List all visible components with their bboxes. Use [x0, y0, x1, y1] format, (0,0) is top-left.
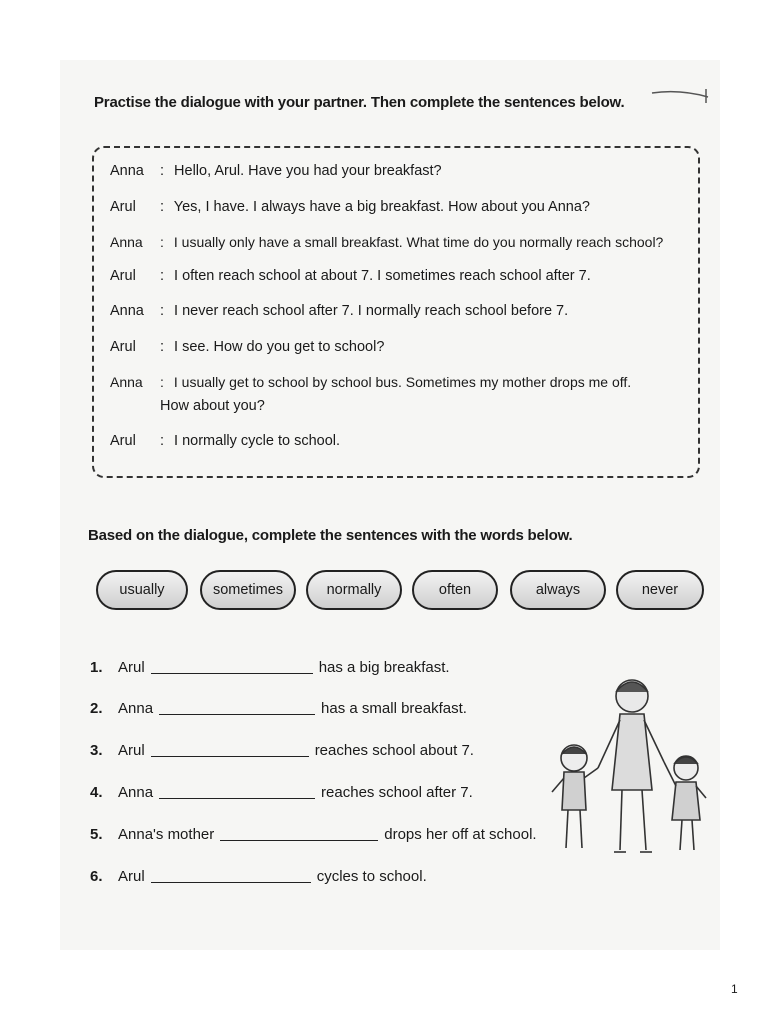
speaker-name: Anna	[110, 303, 144, 319]
question-subject: Arul	[118, 659, 145, 676]
question-number: 4.	[90, 784, 103, 801]
question-number: 5.	[90, 826, 103, 843]
question-number: 6.	[90, 868, 103, 885]
question-subject: Arul	[118, 868, 145, 885]
speaker-name: Anna	[110, 234, 143, 250]
question-item	[90, 868, 427, 885]
question-item	[90, 659, 450, 676]
answer-blank[interactable]	[159, 784, 315, 799]
dialogue-line: Arul : I see. How do you get to school?	[110, 339, 385, 355]
word-usually: usually	[96, 570, 188, 610]
question-rest: reaches school after 7.	[321, 784, 473, 801]
question-rest: drops her off at school.	[384, 826, 537, 843]
answer-blank[interactable]	[151, 868, 311, 883]
dialogue-text: I never reach school after 7. I normally reach school before 7.	[174, 303, 569, 319]
dialogue-line: Arul : Yes, I have. I always have a big breakfast. How about you Anna?	[110, 199, 590, 215]
speaker-name: Arul	[110, 268, 136, 284]
dialogue-line: Arul : I normally cycle to school.	[110, 433, 341, 449]
instruction-practise: Practise the dialogue with your partner. Then complete the sentences below.	[94, 94, 625, 111]
answer-blank[interactable]	[220, 826, 378, 841]
question-rest: has a big breakfast.	[318, 659, 450, 676]
question-number: 3.	[90, 742, 103, 759]
answer-blank[interactable]	[151, 742, 309, 757]
word-sometimes: sometimes	[200, 570, 296, 610]
question-item	[90, 700, 467, 717]
dialogue-text: Hello, Arul. Have you had your breakfast?	[174, 163, 442, 179]
word-normally: normally	[306, 570, 402, 610]
answer-blank[interactable]	[151, 659, 313, 674]
mother-and-children-illustration	[540, 670, 720, 870]
question-item	[90, 742, 474, 759]
word-never: never	[616, 570, 704, 610]
dialogue-line: Anna : I usually only have a small breakfast. What time do you normally reach school?	[110, 234, 664, 250]
speaker-name: Anna	[110, 163, 144, 179]
word-bank	[96, 570, 706, 614]
dialogue-line: Anna : I never reach school after 7. I normally reach school before 7.	[110, 303, 569, 319]
speaker-name: Arul	[110, 339, 136, 355]
speaker-name: Arul	[110, 199, 136, 215]
question-item	[90, 784, 473, 801]
question-rest: reaches school about 7.	[314, 742, 474, 759]
dialogue-line: Anna : Hello, Arul. Have you had your breakfast?	[110, 163, 442, 179]
instruction-complete: Based on the dialogue, complete the sentences with the words below.	[88, 527, 573, 544]
page-curl-decoration	[650, 85, 710, 125]
dialogue-line: Arul : I often reach school at about 7. I sometimes reach school after 7.	[110, 268, 591, 284]
answer-blank[interactable]	[159, 700, 315, 715]
dialogue-text: I normally cycle to school.	[174, 433, 341, 449]
dialogue-line: Anna : I usually get to school by school bus. Sometimes my mother drops me off.	[110, 374, 632, 390]
speaker-name: Anna	[110, 374, 143, 390]
page-number: 1	[731, 982, 738, 996]
question-number: 2.	[90, 700, 103, 717]
question-rest: cycles to school.	[316, 868, 427, 885]
dialogue-text: Yes, I have. I always have a big breakfast. How about you Anna?	[173, 199, 590, 215]
question-subject: Anna's mother	[118, 826, 215, 843]
question-number: 1.	[90, 659, 103, 676]
question-subject: Anna	[118, 700, 154, 717]
dialogue-text: I see. How do you get to school?	[174, 339, 385, 355]
dialogue-text: I usually get to school by school bus. Sometimes my mother drops me off.	[173, 374, 632, 390]
question-subject: Arul	[118, 742, 145, 759]
question-subject: Anna	[118, 784, 154, 801]
word-often: often	[412, 570, 498, 610]
dialogue-text: I often reach school at about 7. I sometimes reach school after 7.	[174, 268, 591, 284]
speaker-name: Arul	[110, 433, 136, 449]
dialogue-text: I usually only have a small breakfast. What time do you normally reach school?	[173, 234, 664, 250]
question-item	[90, 826, 537, 843]
question-rest: has a small breakfast.	[321, 700, 467, 717]
dialogue-continuation: How about you?	[160, 398, 265, 414]
word-always: always	[510, 570, 606, 610]
